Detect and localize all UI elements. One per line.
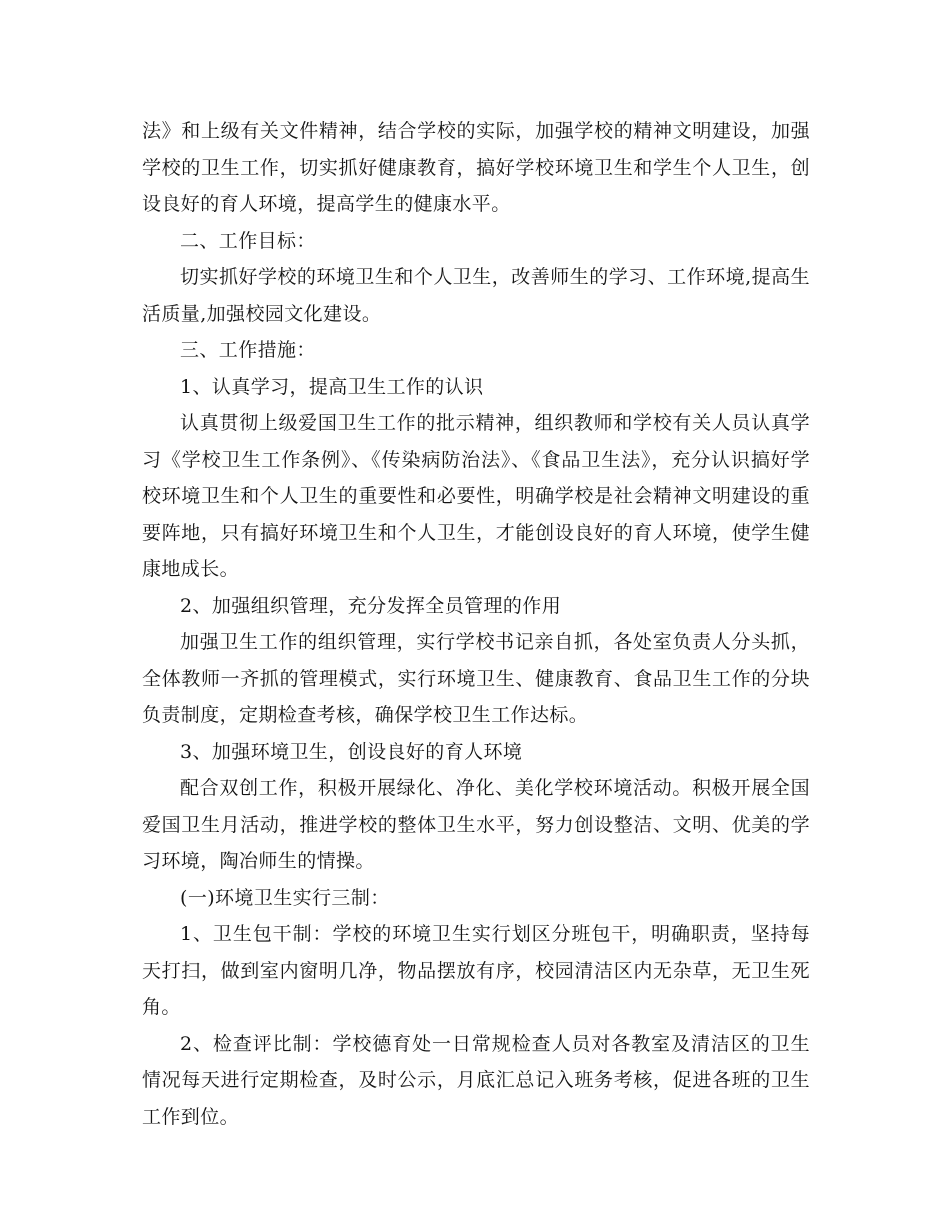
document-body xyxy=(142,113,810,1135)
subheading-study: 1、认真学习，提高卫生工作的认识 xyxy=(180,375,484,398)
subheading-three-systems: (一)环境卫生实行三制： xyxy=(180,886,390,909)
paragraph-inspection-system: 2、检查评比制：学校德育处一日常规检查人员对各教室及清洁区的卫生情况每天进行定期检查，及时公示，月底汇总记入班务考核，促进各班的卫生工作到位。 xyxy=(142,1032,810,1128)
paragraph-management: 加强卫生工作的组织管理，实行学校书记亲自抓，各处室负责人分头抓，全体教师一齐抓的管理模式，实行环境卫生、健康教育、食品卫生工作的分块负责制度，定期检查考核，确保学校卫生工作达标。 xyxy=(142,631,810,726)
paragraph-environment: 配合双创工作，积极开展绿化、净化、美化学校环境活动。积极开展全国爱国卫生月活动，推进学校的整体卫生水平，努力创设整洁、文明、优美的学习环境，陶冶师生的情操。 xyxy=(142,777,810,872)
paragraph-study: 认真贯彻上级爱国卫生工作的批示精神，组织教师和学校有关人员认真学习《学校卫生工作条例》、《传染病防治法》、《食品卫生法》，充分认识搞好学校环境卫生和个人卫生的重要性和必要性，明确学校是社会精神文明建设的重要阵地，只有搞好环境卫生和个人卫生，才能创设良好的育人环境，使学生健康地成长。 xyxy=(142,412,810,580)
heading-work-measures: 三、工作措施： xyxy=(180,339,316,361)
paragraph-responsibility-system: 1、卫生包干制：学校的环境卫生实行划区分班包干，明确职责，坚持每天打扫，做到室内窗明几净，物品摆放有序，校园清洁区内无杂草，无卫生死角。 xyxy=(142,923,810,1018)
paragraph-work-goals: 切实抓好学校的环境卫生和个人卫生，改善师生的学习、工作环境,提高生活质量,加强校园文化建设。 xyxy=(142,266,810,325)
heading-work-goals: 二、工作目标： xyxy=(180,229,316,252)
subheading-environment: 3、加强环境卫生，创设良好的育人环境 xyxy=(180,740,523,763)
subheading-management: 2、加强组织管理，充分发挥全员管理的作用 xyxy=(180,594,562,617)
paragraph-intro-continuation: 法》和上级有关文件精神，结合学校的实际，加强学校的精神文明建设，加强学校的卫生工作，切实抓好健康教育，搞好学校环境卫生和学生个人卫生，创设良好的育人环境，提高学生的健康水平。 xyxy=(142,120,810,215)
